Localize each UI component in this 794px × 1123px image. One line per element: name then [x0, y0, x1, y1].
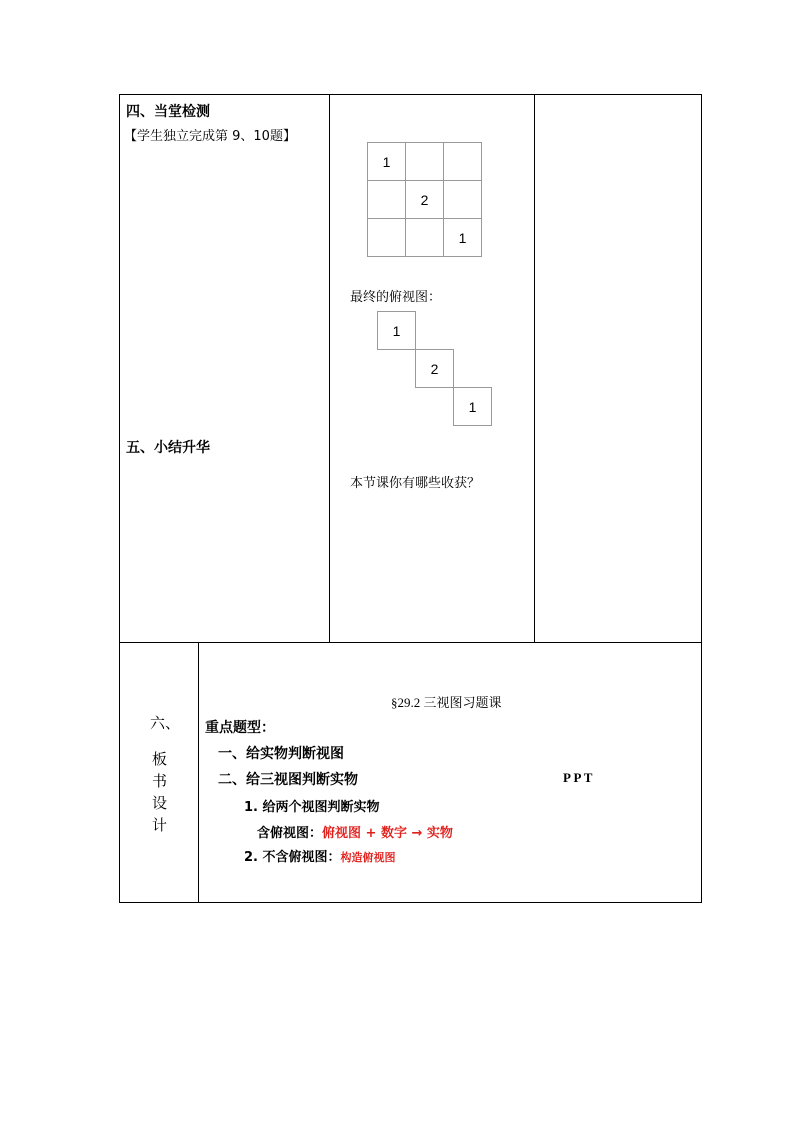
sub-item-2-highlight: 构造俯视图 [340, 851, 396, 864]
column-divider-label [198, 642, 199, 903]
grid-cell [443, 142, 482, 181]
ppt-label: P P T [563, 770, 593, 785]
sub-item-1a-prefix: 含俯视图： [257, 826, 323, 841]
grid-cell [405, 218, 444, 257]
section5-question: 本节课你有哪些收获？ [350, 476, 481, 491]
label-char: 书 [152, 772, 168, 790]
section5-heading: 五、小结升华 [126, 440, 210, 456]
table-border-right [701, 94, 702, 903]
table-border-top [119, 94, 702, 95]
label-char: 设 [152, 794, 168, 812]
label-char: 板 [152, 750, 168, 768]
final-view-cell: 2 [415, 349, 454, 388]
column-divider-1 [329, 94, 330, 642]
table-border-left [119, 94, 120, 903]
row-divider [119, 642, 702, 643]
grid-cell: 1 [443, 218, 482, 257]
section4-heading: 四、当堂检测 [126, 104, 210, 120]
sub-item-1a [257, 822, 453, 841]
grid-cell [367, 218, 406, 257]
section4-note: 【学生独立完成第 9、10题】 [124, 129, 296, 144]
item-1: 一、给实物判断视图 [218, 746, 344, 762]
sub-item-1a-highlight: 俯视图 + 数字 → 实物 [322, 826, 453, 841]
grid-cell: 1 [367, 142, 406, 181]
final-view-cell: 1 [377, 311, 416, 350]
grid-cell: 2 [405, 180, 444, 219]
board-design-label [150, 712, 190, 836]
final-view-cell: 1 [453, 387, 492, 426]
label-char: 计 [152, 816, 168, 834]
column-divider-2 [534, 94, 535, 642]
key-types-heading: 重点题型： [205, 720, 275, 736]
sub-item-1: 1. 给两个视图判断实物 [244, 800, 380, 815]
final-view-label: 最终的俯视图： [350, 290, 442, 305]
item-2: 二、给三视图判断实物 [218, 772, 358, 788]
label-char: 六、 [150, 714, 181, 732]
grid-cell [405, 142, 444, 181]
board-title: §29.2 三视图习题课 [391, 695, 502, 710]
sub-item-2-prefix: 2. 不含俯视图： [244, 850, 341, 865]
sub-item-2 [244, 846, 396, 865]
table-border-bottom [119, 902, 702, 903]
grid-cell [367, 180, 406, 219]
grid-cell [443, 180, 482, 219]
